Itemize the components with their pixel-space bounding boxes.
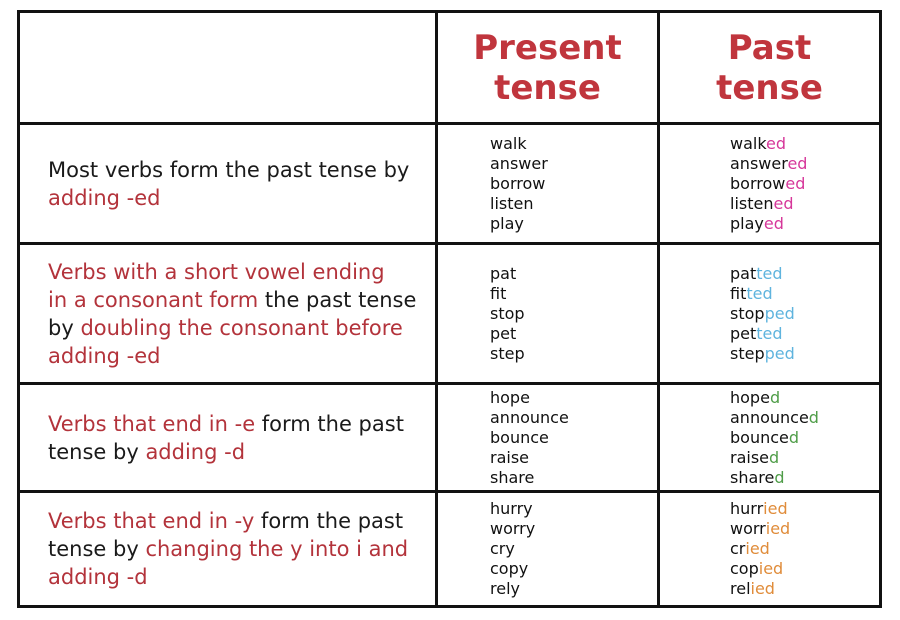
past-verb <box>730 174 879 194</box>
present-verb: fit <box>490 283 507 303</box>
past-verb-ending: ped <box>764 303 795 323</box>
past-verb-stem: stop <box>730 303 765 323</box>
past-verb-ending: ied <box>763 499 788 518</box>
past-verb-stem: share <box>730 467 775 487</box>
past-verb-stem: hurr <box>730 499 764 518</box>
past-verb-stem: cr <box>730 539 746 558</box>
rule-line <box>48 156 415 184</box>
past-words-cell-1 <box>660 245 879 385</box>
past-verb <box>730 388 879 408</box>
present-verb: borrow <box>490 173 546 193</box>
past-verb <box>730 519 879 539</box>
rule-line <box>48 258 415 286</box>
past-verb-stem: raise <box>730 447 770 467</box>
header-present-tense <box>438 13 660 125</box>
rule-highlight-text: Verbs that end in -y <box>48 509 255 533</box>
past-verb <box>730 499 879 519</box>
rule-text: tense by <box>48 537 146 561</box>
rule-cell-3 <box>20 493 438 605</box>
past-verb <box>730 154 879 174</box>
past-verb-ending: ed <box>787 153 808 173</box>
rule-line <box>48 438 415 466</box>
past-verb <box>730 324 879 344</box>
present-verb: hurry <box>490 499 533 518</box>
past-verb-ending: ted <box>746 283 773 303</box>
present-verb: share <box>490 467 535 487</box>
past-verb <box>730 194 879 214</box>
past-verb-ending: ed <box>773 193 794 213</box>
past-verb-stem: bounce <box>730 427 789 447</box>
rule-highlight-text: Verbs with a short vowel ending <box>48 259 385 284</box>
header-present-line-1: Present <box>473 27 622 68</box>
present-words-cell-1 <box>438 245 660 385</box>
present-verb: listen <box>490 193 534 213</box>
verb-tense-table <box>17 10 882 608</box>
past-verb <box>730 428 879 448</box>
past-words-cell-2 <box>660 385 879 493</box>
past-verb <box>730 579 879 599</box>
present-verb: bounce <box>490 427 549 447</box>
present-words-cell-2 <box>438 385 660 493</box>
past-verb-ending: d <box>808 407 819 427</box>
past-verb-stem: answer <box>730 153 788 173</box>
present-verb: copy <box>490 559 529 578</box>
rule-cell-2 <box>20 385 438 493</box>
past-verb <box>730 264 879 284</box>
rule-text: tense by <box>48 439 146 464</box>
header-empty-cell <box>20 13 438 125</box>
past-verb-stem: listen <box>730 193 774 213</box>
rule-line <box>48 314 415 342</box>
present-words-cell-0 <box>438 125 660 245</box>
rule-line <box>48 410 415 438</box>
present-verb: rely <box>490 579 520 598</box>
header-past-tense <box>660 13 879 125</box>
rule-line <box>48 563 415 591</box>
past-verb <box>730 559 879 579</box>
rule-highlight-text: Verbs that end in -e <box>48 411 256 436</box>
past-verb-ending: ted <box>756 263 783 283</box>
past-verb-stem: pat <box>730 263 757 283</box>
past-verb-ending: ted <box>756 323 783 343</box>
past-verb-ending: ied <box>758 559 784 578</box>
header-present-line-2: tense <box>494 67 601 108</box>
rule-line <box>48 535 415 563</box>
rule-highlight-text: adding -ed <box>48 185 161 210</box>
rule-text: by <box>48 315 81 340</box>
past-verb-ending: d <box>769 447 780 467</box>
past-verb-stem: hope <box>730 387 770 407</box>
rule-line <box>48 342 415 370</box>
present-verb: walk <box>490 133 527 153</box>
past-verb-ending: d <box>774 467 785 487</box>
rule-highlight-text: in a consonant form <box>48 287 259 312</box>
rule-text: form the past <box>255 411 404 436</box>
present-verb: stop <box>490 303 525 323</box>
past-verb-stem: cop <box>730 559 759 578</box>
past-verb <box>730 539 879 559</box>
rule-highlight-text: changing the y into i and <box>145 537 409 561</box>
past-verb-ending: ed <box>766 133 787 153</box>
past-verb-stem: worr <box>730 519 766 538</box>
past-verb <box>730 344 879 364</box>
past-verb <box>730 304 879 324</box>
rule-text: the past tense <box>258 287 417 312</box>
rule-line <box>48 507 415 535</box>
past-words-cell-3 <box>660 493 879 605</box>
rule-line <box>48 286 415 314</box>
present-verb: pat <box>490 263 517 283</box>
past-verb-ending: ed <box>763 213 784 233</box>
rule-highlight-text: adding -ed <box>48 343 161 368</box>
past-verb-ending: d <box>788 427 800 447</box>
present-verb: cry <box>490 539 515 558</box>
past-verb-ending: ied <box>765 519 791 538</box>
past-verb <box>730 134 879 154</box>
past-verb-stem: announce <box>730 407 809 427</box>
past-verb-stem: pet <box>730 323 757 343</box>
rule-text: form the past <box>254 509 404 533</box>
present-verb: step <box>490 343 525 363</box>
rule-highlight-text: adding -d <box>145 439 246 464</box>
past-verb-stem: fit <box>730 283 747 303</box>
past-verb <box>730 214 879 234</box>
past-verb-ending: ed <box>785 173 806 193</box>
past-verb <box>730 284 879 304</box>
header-past-line-2: tense <box>716 67 823 108</box>
past-verb-ending: ped <box>764 343 795 363</box>
past-verb-stem: borrow <box>730 173 786 193</box>
past-verb-stem: walk <box>730 133 767 153</box>
rule-highlight-text: adding -d <box>48 565 148 589</box>
past-verb-stem: rel <box>730 579 751 598</box>
rule-text: Most verbs form the past tense by <box>48 157 410 182</box>
past-verb-stem: play <box>730 213 764 233</box>
past-words-cell-0 <box>660 125 879 245</box>
present-verb: pet <box>490 323 517 343</box>
present-verb: hope <box>490 387 530 407</box>
past-verb <box>730 448 879 468</box>
past-verb <box>730 408 879 428</box>
present-verb: raise <box>490 447 530 467</box>
past-verb-stem: step <box>730 343 765 363</box>
rule-highlight-text: doubling the consonant before <box>80 315 403 340</box>
present-verb: play <box>490 213 524 233</box>
past-verb <box>730 468 879 488</box>
present-verb: announce <box>490 407 569 427</box>
present-verb: worry <box>490 519 536 538</box>
present-verb: answer <box>490 153 548 173</box>
rule-cell-0 <box>20 125 438 245</box>
past-verb-ending: ied <box>745 539 770 558</box>
header-past-line-1: Past <box>727 27 812 68</box>
past-verb-ending: ied <box>750 579 775 598</box>
rule-line <box>48 184 415 212</box>
past-verb-ending: d <box>769 387 781 407</box>
rule-cell-1 <box>20 245 438 385</box>
present-words-cell-3 <box>438 493 660 605</box>
